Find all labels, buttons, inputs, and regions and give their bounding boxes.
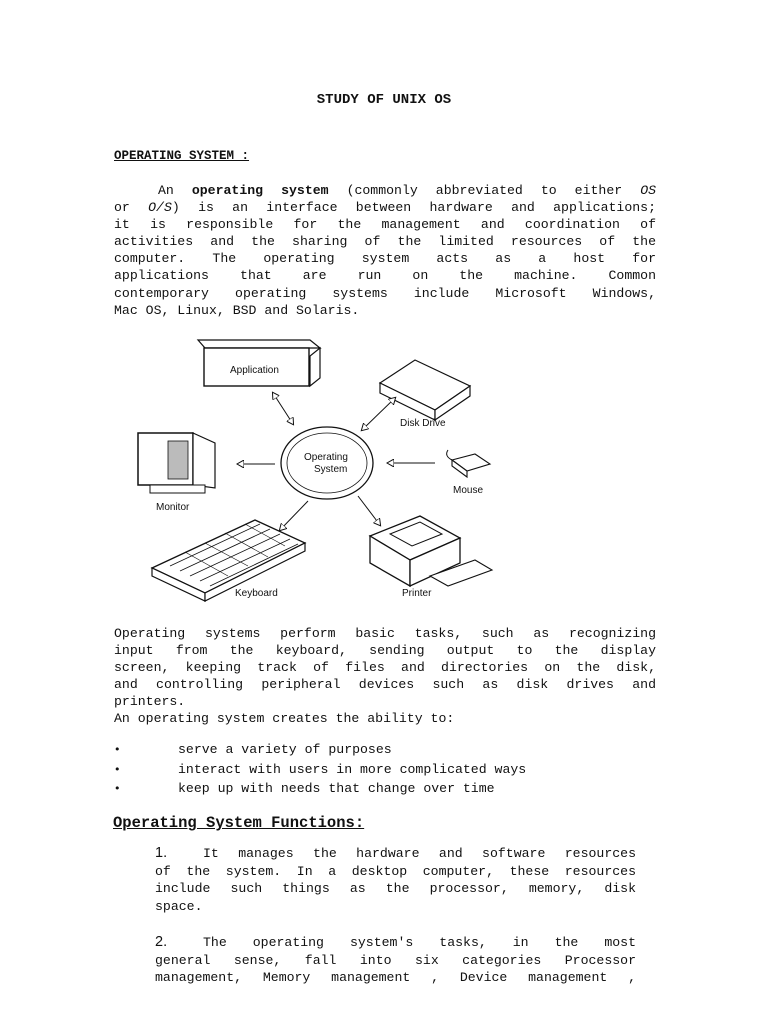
section-heading-operating-system: OPERATING SYSTEM : bbox=[114, 149, 250, 163]
os-diagram bbox=[130, 338, 510, 608]
ability-line: An operating system creates the ability to: bbox=[114, 711, 455, 727]
svg-text:Operating: Operating bbox=[304, 452, 348, 463]
italic-term: OS bbox=[640, 183, 657, 198]
document-title: STUDY OF UNIX OS bbox=[316, 92, 452, 108]
tasks-line: screen, keeping track of files and directories on the disk, bbox=[114, 660, 656, 676]
tasks-paragraph bbox=[114, 625, 656, 728]
bullet-icon: • bbox=[114, 782, 121, 796]
intro-line: applications that are run on the machine. Common bbox=[114, 268, 656, 284]
list-item: • serve a variety of purposes bbox=[114, 742, 392, 758]
operating-system-node bbox=[281, 427, 373, 499]
item-number: 1. bbox=[155, 845, 168, 861]
abilities-list bbox=[114, 740, 526, 799]
intro-line: computer. The operating system acts as a host for bbox=[114, 251, 656, 267]
tasks-line: Operating systems perform basic tasks, such as recognizing bbox=[114, 626, 656, 641]
list-item: • keep up with needs that change over time bbox=[114, 781, 495, 797]
bullet-icon: • bbox=[114, 762, 121, 776]
intro-line: it is responsible for the management and coordination of bbox=[114, 217, 656, 233]
monitor-icon bbox=[138, 433, 215, 513]
function-item: 2. The operating system's tasks, in the most general sense, fall into six categories Processor management, Memory management , Device management , bbox=[155, 934, 636, 986]
disk-drive-icon bbox=[380, 360, 470, 429]
intro-line: Mac OS, Linux, BSD and Solaris. bbox=[114, 302, 360, 318]
intro-line: activities and the sharing of the limited resources of the bbox=[114, 234, 656, 250]
keyboard-label: Keyboard bbox=[235, 588, 278, 599]
mouse-icon bbox=[447, 450, 490, 496]
tasks-line: input from the keyboard, sending output to the display bbox=[114, 643, 656, 659]
tasks-line: and controlling peripheral devices such as disk drives and bbox=[114, 677, 656, 693]
item-number: 2. bbox=[155, 934, 168, 950]
svg-text:System: System bbox=[314, 464, 348, 475]
application-icon bbox=[198, 340, 320, 386]
tasks-line: printers. bbox=[114, 694, 186, 710]
list-item: • interact with users in more complicated ways bbox=[114, 761, 527, 777]
intro-line: or O/S) is an interface between hardware and applications; bbox=[114, 200, 656, 216]
printer-icon bbox=[370, 516, 492, 599]
intro-paragraph bbox=[114, 182, 656, 319]
printer-label: Printer bbox=[402, 588, 432, 599]
intro-line: An operating system (commonly abbreviated to either OS bbox=[158, 183, 657, 198]
bullet-icon: • bbox=[114, 743, 121, 757]
intro-line: contemporary operating systems include Microsoft Windows, bbox=[114, 285, 656, 301]
italic-term: O/S bbox=[148, 200, 172, 216]
bold-term: operating system bbox=[191, 183, 329, 198]
disk-drive-label: Disk Drive bbox=[400, 418, 446, 429]
application-label: Application bbox=[230, 365, 279, 376]
functions-heading: Operating System Functions: bbox=[113, 814, 365, 832]
function-item: 1. It manages the hardware and software resources of the system. In a desktop computer, these resources include such things as the processor, memory, disk space. bbox=[155, 845, 636, 914]
mouse-label: Mouse bbox=[453, 485, 484, 496]
monitor-label: Monitor bbox=[156, 502, 190, 513]
keyboard-icon bbox=[152, 520, 305, 601]
